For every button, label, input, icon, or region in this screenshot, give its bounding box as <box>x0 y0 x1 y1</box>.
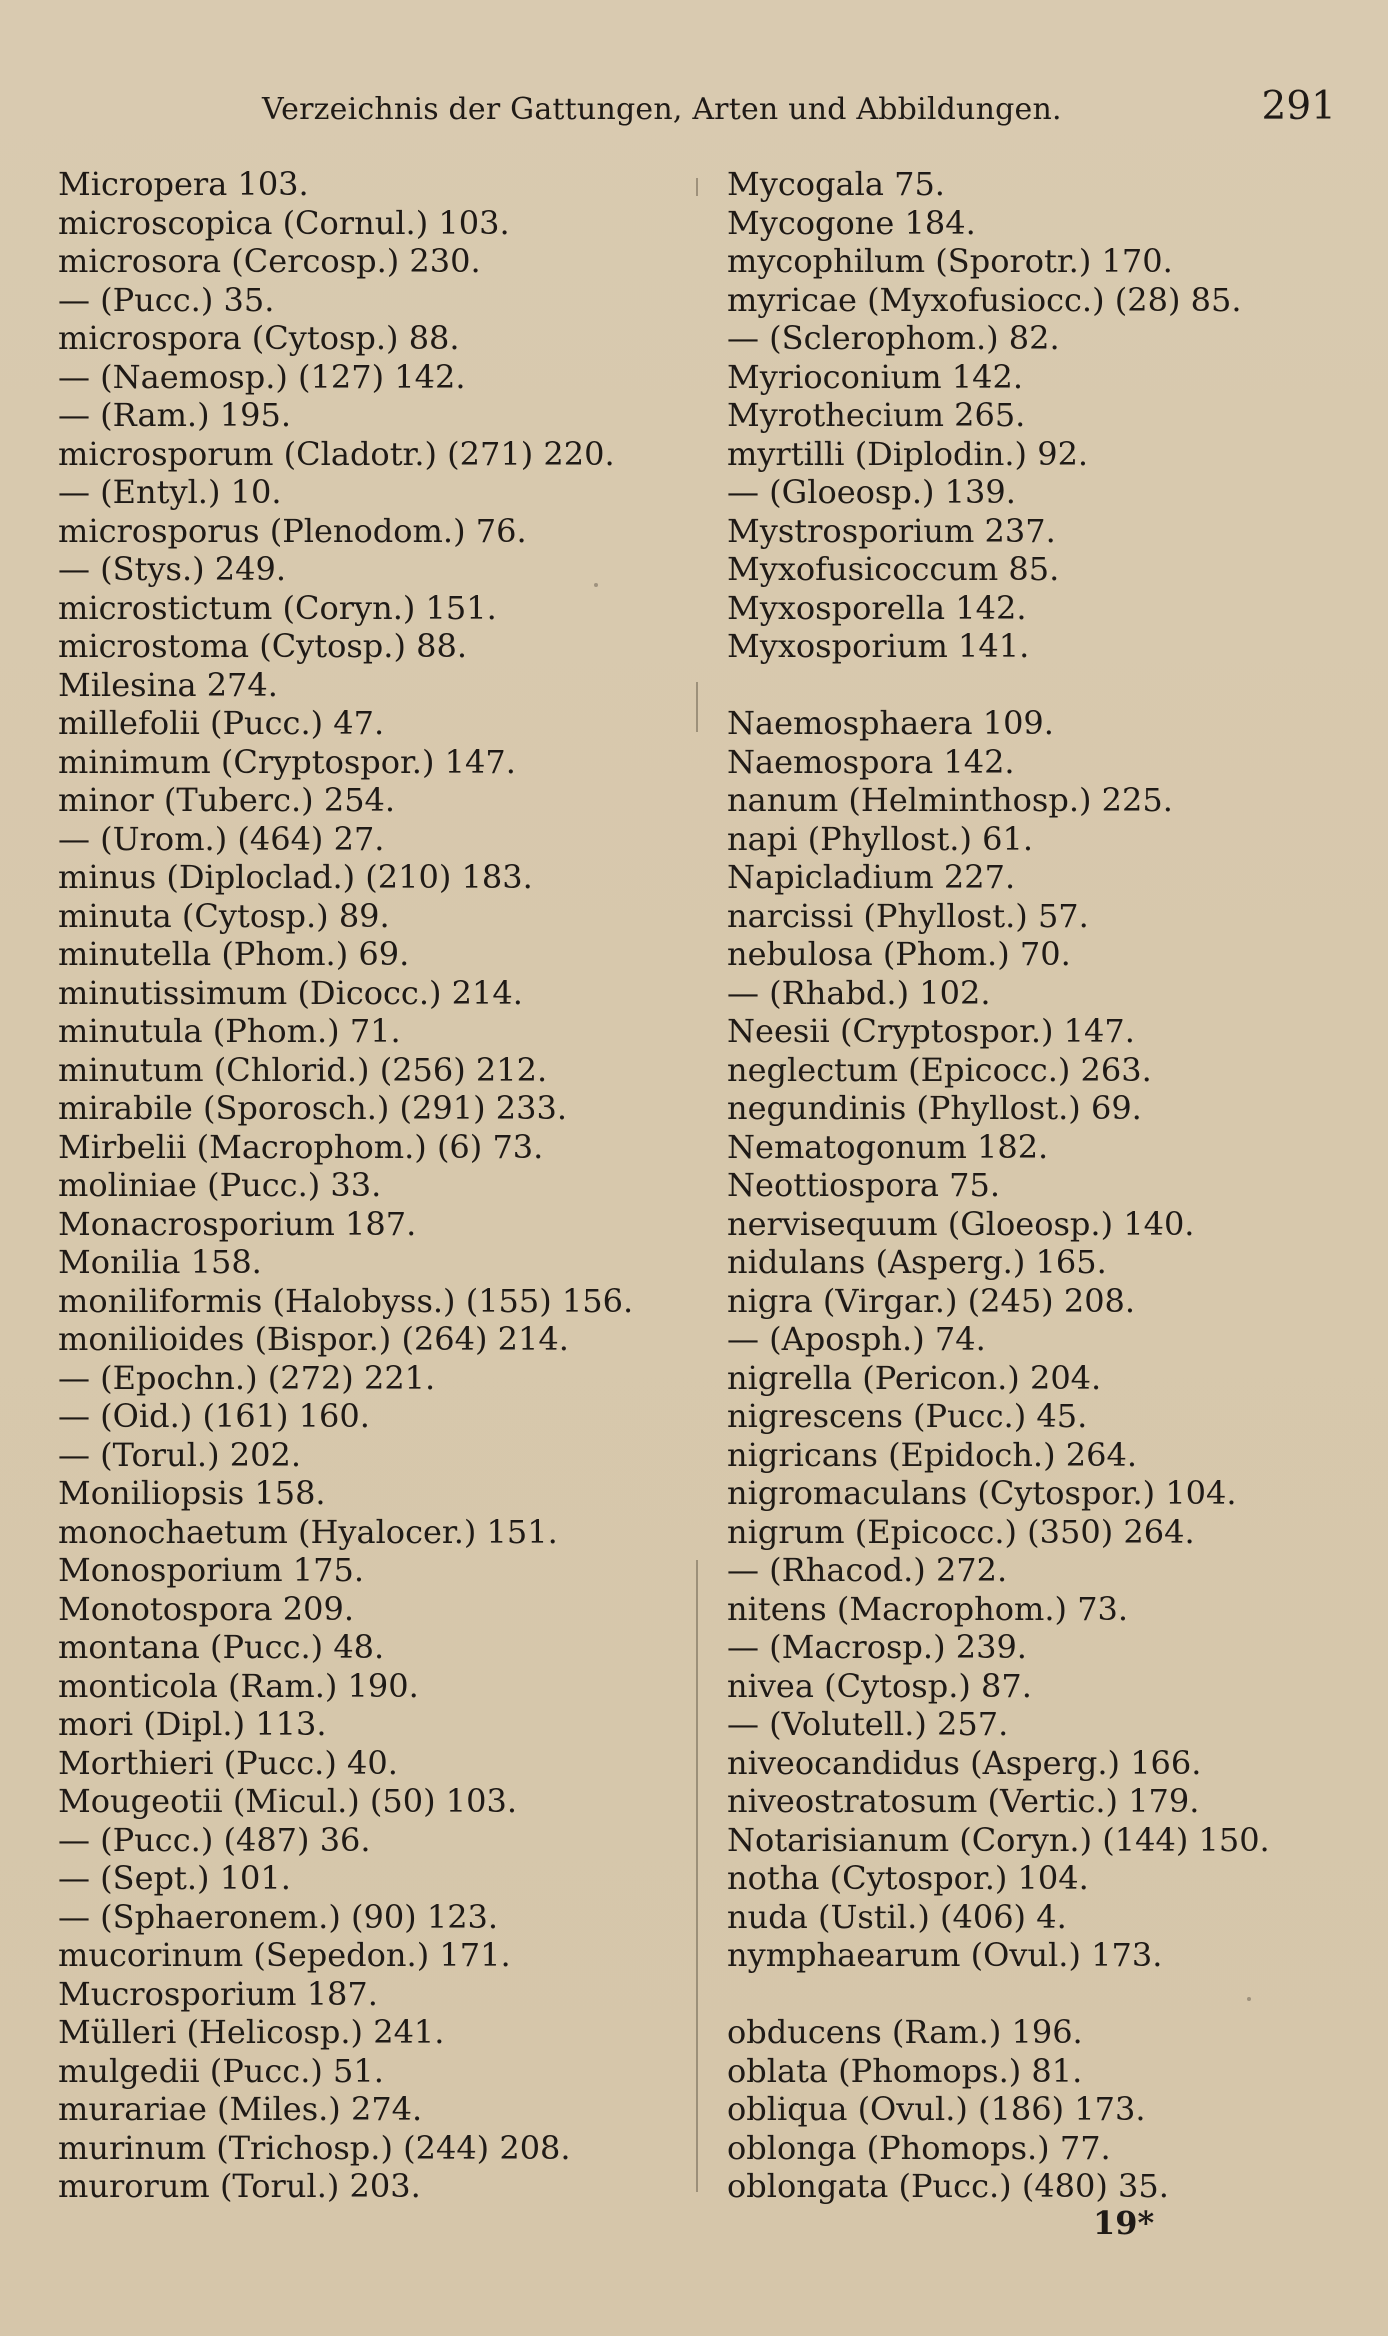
index-entry: — (Pucc.) (487) 36. <box>58 1820 371 1859</box>
index-entry: Neottiospora 75. <box>727 1166 1001 1204</box>
index-entry: monticola (Ram.) 190. <box>58 1666 419 1705</box>
index-entry: Myxosporium 141. <box>727 627 1030 665</box>
column-rule-bottom <box>696 1560 698 2192</box>
index-entry: Morthieri (Pucc.) 40. <box>58 1743 398 1782</box>
index-entry: minutissimum (Dicocc.) 214. <box>58 973 523 1012</box>
index-entry: — (Epochn.) (272) 221. <box>58 1358 436 1397</box>
index-entry: — (Naemosp.) (127) 142. <box>58 357 466 396</box>
index-entry: Mycogala 75. <box>727 165 945 203</box>
index-entry: oblonga (Phomops.) 77. <box>727 2128 1111 2167</box>
index-entry: nymphaearum (Ovul.) 173. <box>727 1936 1163 1974</box>
index-entry: oblata (Phomops.) 81. <box>727 2051 1083 2090</box>
index-entry: Milesina 274. <box>58 665 278 704</box>
index-entry: — (Rhabd.) 102. <box>727 973 991 1012</box>
index-entry: nigricans (Epidoch.) 264. <box>727 1435 1137 1474</box>
index-entry: microscopica (Cornul.) 103. <box>58 203 510 242</box>
index-entry: minutum (Chlorid.) (256) 212. <box>58 1050 548 1089</box>
index-entry: Myrioconium 142. <box>727 357 1024 396</box>
index-entry: — (Entyl.) 10. <box>58 473 282 511</box>
index-entry: — (Macrosp.) 239. <box>727 1628 1027 1666</box>
index-entry: mori (Dipl.) 113. <box>58 1705 327 1743</box>
index-entry: nebulosa (Phom.) 70. <box>727 935 1071 973</box>
left-index-column <box>58 165 718 2206</box>
index-entry: microsporus (Plenodom.) 76. <box>58 511 527 550</box>
index-entry: nigrescens (Pucc.) 45. <box>727 1397 1088 1435</box>
index-entry: nigra (Virgar.) (245) 208. <box>727 1281 1136 1320</box>
index-entry: Mucrosporium 187. <box>58 1974 378 2013</box>
index-entry: nanum (Helminthosp.) 225. <box>727 781 1173 819</box>
index-entry: millefolii (Pucc.) 47. <box>58 704 385 742</box>
index-entry: Neesii (Cryptospor.) 147. <box>727 1012 1135 1050</box>
index-entry: Nematogonum 182. <box>727 1127 1049 1166</box>
index-entry: mulgedii (Pucc.) 51. <box>58 2051 384 2090</box>
index-entry: monochaetum (Hyalocer.) 151. <box>58 1512 558 1551</box>
index-entry: notha (Cytospor.) 104. <box>727 1859 1089 1897</box>
index-entry: nitens (Macrophom.) 73. <box>727 1589 1129 1628</box>
index-entry: mirabile (Sporosch.) (291) 233. <box>58 1089 567 1127</box>
index-entry: microsporum (Cladotr.) (271) 220. <box>58 434 615 473</box>
column-rule-middle <box>696 682 698 732</box>
index-entry: — (Oid.) (161) 160. <box>58 1397 370 1435</box>
right-index-column <box>727 165 1387 2206</box>
index-entry: oblongata (Pucc.) (480) 35. <box>727 2167 1169 2205</box>
index-entry: minimum (Cryptospor.) 147. <box>58 742 516 781</box>
index-entry: murorum (Torul.) 203. <box>58 2167 421 2205</box>
page-number: 291 <box>1261 84 1336 129</box>
index-entry: — (Sept.) 101. <box>58 1859 291 1897</box>
section-gap <box>727 1975 1387 2014</box>
running-title: Verzeichnis der Gattungen, Arten und Abbildungen. <box>262 92 1062 127</box>
index-entry: Myxofusicoccum 85. <box>727 550 1060 588</box>
index-entry: Mycogone 184. <box>727 203 976 242</box>
index-entry: myrtilli (Diplodin.) 92. <box>727 434 1089 473</box>
paper-speck <box>594 583 598 587</box>
index-entry: Myrothecium 265. <box>727 396 1026 434</box>
index-entry: — (Pucc.) 35. <box>58 280 275 319</box>
index-entry: Notarisianum (Coryn.) (144) 150. <box>727 1820 1270 1859</box>
index-entry: nivea (Cytosp.) 87. <box>727 1666 1032 1705</box>
paper-speck <box>1247 1997 1251 2001</box>
index-entry: minutula (Phom.) 71. <box>58 1012 401 1050</box>
index-entry: nigrella (Pericon.) 204. <box>727 1358 1102 1397</box>
index-entry: Mülleri (Helicosp.) 241. <box>58 2013 445 2051</box>
index-entry: nervisequum (Gloeosp.) 140. <box>727 1204 1195 1243</box>
index-entry: — (Sphaeronem.) (90) 123. <box>58 1897 499 1936</box>
index-entry: negundinis (Phyllost.) 69. <box>727 1089 1142 1127</box>
index-entry: murinum (Trichosp.) (244) 208. <box>58 2128 571 2167</box>
index-entry: Naemospora 142. <box>727 742 1015 781</box>
index-entry: monilioides (Bispor.) (264) 214. <box>58 1320 569 1358</box>
index-entry: neglectum (Epicocc.) 263. <box>727 1050 1152 1089</box>
index-entry: microspora (Cytosp.) 88. <box>58 319 460 357</box>
index-entry: napi (Phyllost.) 61. <box>727 819 1034 858</box>
page-header <box>262 84 1336 134</box>
index-entry: minor (Tuberc.) 254. <box>58 781 396 819</box>
index-entry: murariae (Miles.) 274. <box>58 2090 423 2128</box>
index-entry: montana (Pucc.) 48. <box>58 1628 385 1666</box>
index-entry: — (Gloeosp.) 139. <box>727 473 1016 511</box>
index-entry: Micropera 103. <box>58 165 309 203</box>
index-entry: Monosporium 175. <box>58 1551 364 1589</box>
index-entry: moniliformis (Halobyss.) (155) 156. <box>58 1281 634 1320</box>
index-entry: Mougeotii (Micul.) (50) 103. <box>58 1782 518 1820</box>
index-entry: — (Ram.) 195. <box>58 396 291 434</box>
index-entry: Mystrosporium 237. <box>727 511 1056 550</box>
index-entry: niveostratosum (Vertic.) 179. <box>727 1782 1200 1820</box>
index-entry: — (Sclerophom.) 82. <box>727 319 1060 357</box>
index-entry: Monacrosporium 187. <box>58 1204 417 1243</box>
index-entry: — (Aposph.) 74. <box>727 1320 986 1358</box>
index-entry: Moniliopsis 158. <box>58 1474 326 1512</box>
index-entry: myricae (Myxofusiocc.) (28) 85. <box>727 280 1242 319</box>
section-gap <box>727 666 1387 705</box>
index-entry: obducens (Ram.) 196. <box>727 2013 1083 2051</box>
signature-mark: 19* <box>1093 2204 1155 2242</box>
index-entry: — (Rhacod.) 272. <box>727 1551 1008 1589</box>
index-entry: nuda (Ustil.) (406) 4. <box>727 1897 1067 1936</box>
index-entry: Monotospora 209. <box>58 1589 354 1628</box>
index-entry: — (Stys.) 249. <box>58 550 287 588</box>
index-entry: nigromaculans (Cytospor.) 104. <box>727 1474 1237 1512</box>
index-entry: niveocandidus (Asperg.) 166. <box>727 1743 1202 1782</box>
index-entry: Myxosporella 142. <box>727 588 1027 627</box>
index-entry: — (Urom.) (464) 27. <box>58 819 385 858</box>
index-entry: minuta (Cytosp.) 89. <box>58 896 390 935</box>
index-entry: Monilia 158. <box>58 1243 262 1281</box>
index-entry: nidulans (Asperg.) 165. <box>727 1243 1107 1281</box>
column-rule-top <box>696 178 698 196</box>
index-entry: mycophilum (Sporotr.) 170. <box>727 242 1173 280</box>
index-entry: narcissi (Phyllost.) 57. <box>727 896 1089 935</box>
index-entry: Naemosphaera 109. <box>727 704 1054 742</box>
index-entry: microsora (Cercosp.) 230. <box>58 242 481 280</box>
index-entry: moliniae (Pucc.) 33. <box>58 1166 382 1204</box>
index-entry: — (Volutell.) 257. <box>727 1705 1009 1743</box>
index-entry: mucorinum (Sepedon.) 171. <box>58 1936 511 1974</box>
index-entry: Napicladium 227. <box>727 858 1016 896</box>
index-entry: microstoma (Cytosp.) 88. <box>58 627 467 665</box>
index-entry: — (Torul.) 202. <box>58 1435 301 1474</box>
index-entry: nigrum (Epicocc.) (350) 264. <box>727 1512 1195 1551</box>
index-entry: obliqua (Ovul.) (186) 173. <box>727 2090 1146 2128</box>
index-entry: minutella (Phom.) 69. <box>58 935 410 973</box>
index-entry: minus (Diploclad.) (210) 183. <box>58 858 533 896</box>
index-entry: Mirbelii (Macrophom.) (6) 73. <box>58 1127 544 1166</box>
index-entry: microstictum (Coryn.) 151. <box>58 588 497 627</box>
